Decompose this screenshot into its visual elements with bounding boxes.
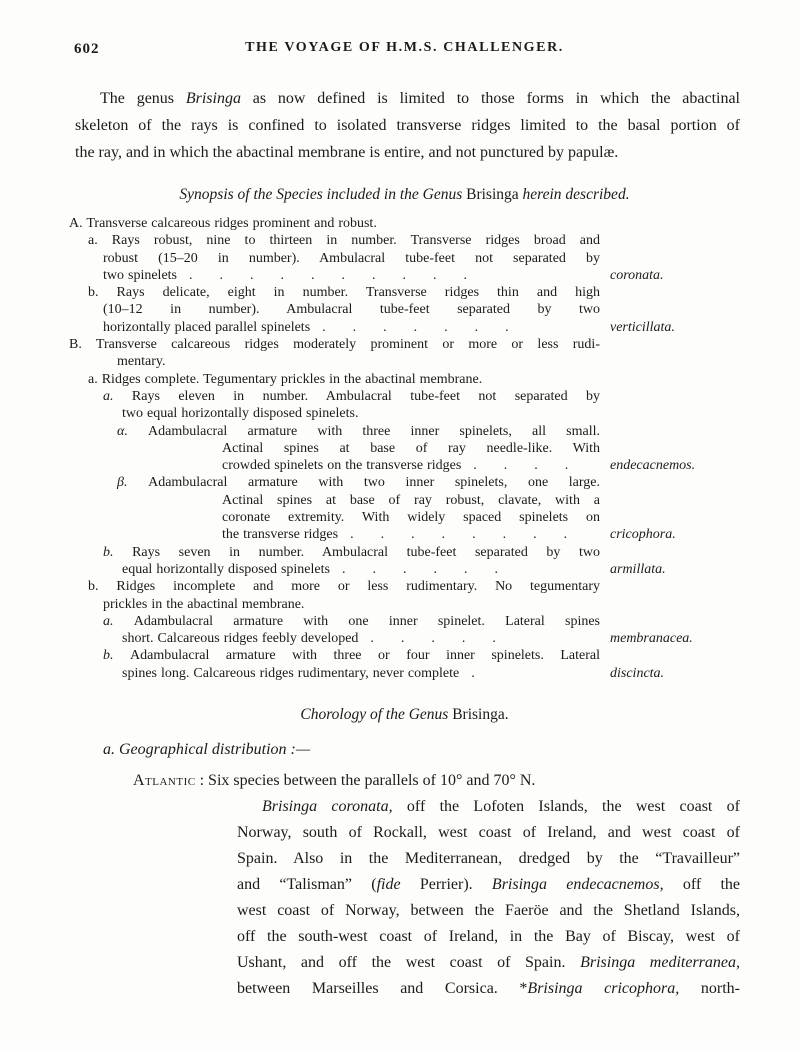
synopsis-line-text: horizontally placed parallel spinelets [103,319,311,335]
dot-leaders: ........ [350,527,595,543]
synopsis-line-text: mentary. [117,354,166,370]
synopsis-line-text: A. Transverse calcareous ridges prominent and robust. [69,216,377,231]
paragraph-line-text: Atlantic : Six species between the parallels of 10° and 70° N. [133,772,536,790]
paragraph-line [75,85,740,112]
synopsis-line-text: crowded spinelets on the transverse ridges [222,458,462,474]
synopsis-line-text: coronate extremity. With widely spaced spinelets on [222,510,600,526]
synopsis-line-text: a. Ridges complete. Tegumentary prickles in the abactinal membrane. [88,371,483,387]
species-name: membranacea. [610,631,693,647]
synopsis-line-text: two equal horizontally disposed spinelets. [122,406,359,422]
paragraph-line-text: Norway, south of Rockall, west coast of Ireland, and west coast of [237,824,740,842]
dot-leaders: . [471,665,502,681]
paragraph-line [237,846,740,872]
synopsis-line-text: β. Adambulacral armature with two inner spinelets, one large. [117,475,600,491]
paragraph-line-text: skeleton of the rays is confined to isolated transverse ridges limited to the basal portion of [75,117,740,134]
paragraph-line-text: off the south-west coast of Ireland, in the Bay of Biscay, west of [237,928,740,946]
synopsis-line-text: equal horizontally disposed spinelets [122,561,330,577]
synopsis-line-text: B. Transverse calcareous ridges moderately prominent or more or less rudi- [69,337,600,353]
synopsis-heading: Synopsis of the Species included in the Genus Brisinga herein described. [179,186,630,203]
species-name: verticillata. [610,319,675,335]
paragraph-line [237,950,740,976]
atlantic-paragraph [133,768,741,1002]
paragraph-line-text: west coast of Norway, between the Faeröe and the Shetland Islands, [237,902,740,920]
synopsis-line-text: prickles in the abactinal membrane. [103,596,305,612]
synopsis-line [117,353,740,370]
paragraph-line-text: Spain. Also in the Mediterranean, dredged by the “Travailleur” [237,850,740,868]
synopsis-line [222,440,600,457]
synopsis-line [222,457,740,474]
species-name: discincta. [610,665,665,681]
paragraph-line-text: between Marseilles and Corsica. *Brisinga cricophora, north- [237,980,740,998]
species-name: armillata. [610,561,666,577]
synopsis-line-text: a. Rays eleven in number. Ambulacral tube-feet not separated by [103,388,600,404]
synopsis-line [103,544,600,561]
synopsis-line-text: two spinelets [103,267,177,283]
synopsis-line [103,596,740,613]
synopsis-line [103,267,740,284]
synopsis-line [69,336,600,353]
synopsis-line-text: b. Ridges incomplete and more or less rudimentary. No tegumentary [88,579,600,595]
species-name: coronata. [610,267,664,283]
dot-leaders: .......... [189,267,494,283]
dot-leaders: ...... [341,561,525,577]
geographical-distribution-subheading: a. Geographical distribution :— [103,741,311,759]
paragraph-line [75,139,740,166]
synopsis-line [88,578,600,595]
intro-paragraph [75,85,740,166]
synopsis-line-text: Actinal spines at base of ray robust, clavate, with a [222,492,600,508]
synopsis-line-text: spines long. Calcareous ridges rudimentary, never complete [122,665,460,681]
synopsis-line [103,388,600,405]
synopsis-line-text: robust (15–20 in number). Ambulacral tube-feet not separated by [103,250,600,266]
species-name: endecacnemos. [610,458,696,474]
synopsis-line [103,250,600,267]
synopsis-line-text: short. Calcareous ridges feebly developed [122,631,359,647]
paragraph-line-text: the ray, and in which the abactinal membrane is entire, and not punctured by papulæ. [75,144,619,161]
synopsis-line [222,526,740,543]
paragraph-line [75,112,740,139]
synopsis-line-text: a. Rays robust, nine to thirteen in number. Transverse ridges broad and [88,233,600,249]
paragraph-line-text: The genus Brisinga as now defined is limited to those forms in which the abactinal [100,90,741,107]
paragraph-line [237,794,740,820]
page-number: 602 [74,41,100,57]
paragraph-line [237,924,740,950]
paragraph-line-text: Ushant, and off the west coast of Spain. Brisinga mediterranea, [237,954,740,972]
paragraph-line-text: Brisinga coronata, off the Lofoten Islands, the west coast of [262,798,741,816]
paragraph-line [237,872,740,898]
dot-leaders: ....... [322,319,536,335]
synopsis-line-text: Actinal spines at base of ray needle-like. With [222,440,600,456]
synopsis-line [103,613,600,630]
page-header [69,40,740,60]
synopsis-line [122,561,740,578]
running-title: THE VOYAGE OF H.M.S. CHALLENGER. [245,40,564,55]
synopsis-line [122,630,740,647]
chorology-heading: Chorology of the Genus Brisinga. [300,706,509,724]
synopsis-line-text: b. Adambulacral armature with three or four inner spinelets. Lateral [103,648,601,664]
dot-leaders: .... [473,458,596,474]
synopsis-line [103,647,600,664]
synopsis-line [222,492,600,509]
synopsis-line [222,509,600,526]
synopsis-line-text: (10–12 in number). Ambulacral tube-feet separated by two [103,302,600,318]
synopsis-line [117,423,600,440]
synopsis-line [103,319,740,336]
synopsis-line [122,665,740,682]
synopsis-list [69,215,740,682]
synopsis-line [88,284,600,301]
paragraph-line [237,820,740,846]
synopsis-line [69,215,740,232]
species-name: cricophora. [610,527,676,543]
synopsis-line-text: the transverse ridges [222,527,339,543]
synopsis-line [103,301,600,318]
synopsis-line-text: α. Adambulacral armature with three inner spinelets, all small. [117,423,600,439]
paragraph-line [133,768,740,794]
synopsis-line [88,232,600,249]
synopsis-line [122,405,740,422]
synopsis-line [117,474,600,491]
synopsis-line [88,371,740,388]
synopsis-line-text: a. Adambulacral armature with one inner spinelet. Lateral spines [103,613,601,629]
paragraph-line-text: and “Talisman” (fide Perrier). Brisinga endecacnemos, off the [237,876,740,894]
paragraph-line [237,898,740,924]
synopsis-line-text: b. Rays delicate, eight in number. Transverse ridges thin and high [88,285,600,301]
paragraph-line [237,976,740,1002]
dot-leaders: ..... [370,631,523,647]
synopsis-line-text: b. Rays seven in number. Ambulacral tube-feet separated by two [103,544,600,560]
